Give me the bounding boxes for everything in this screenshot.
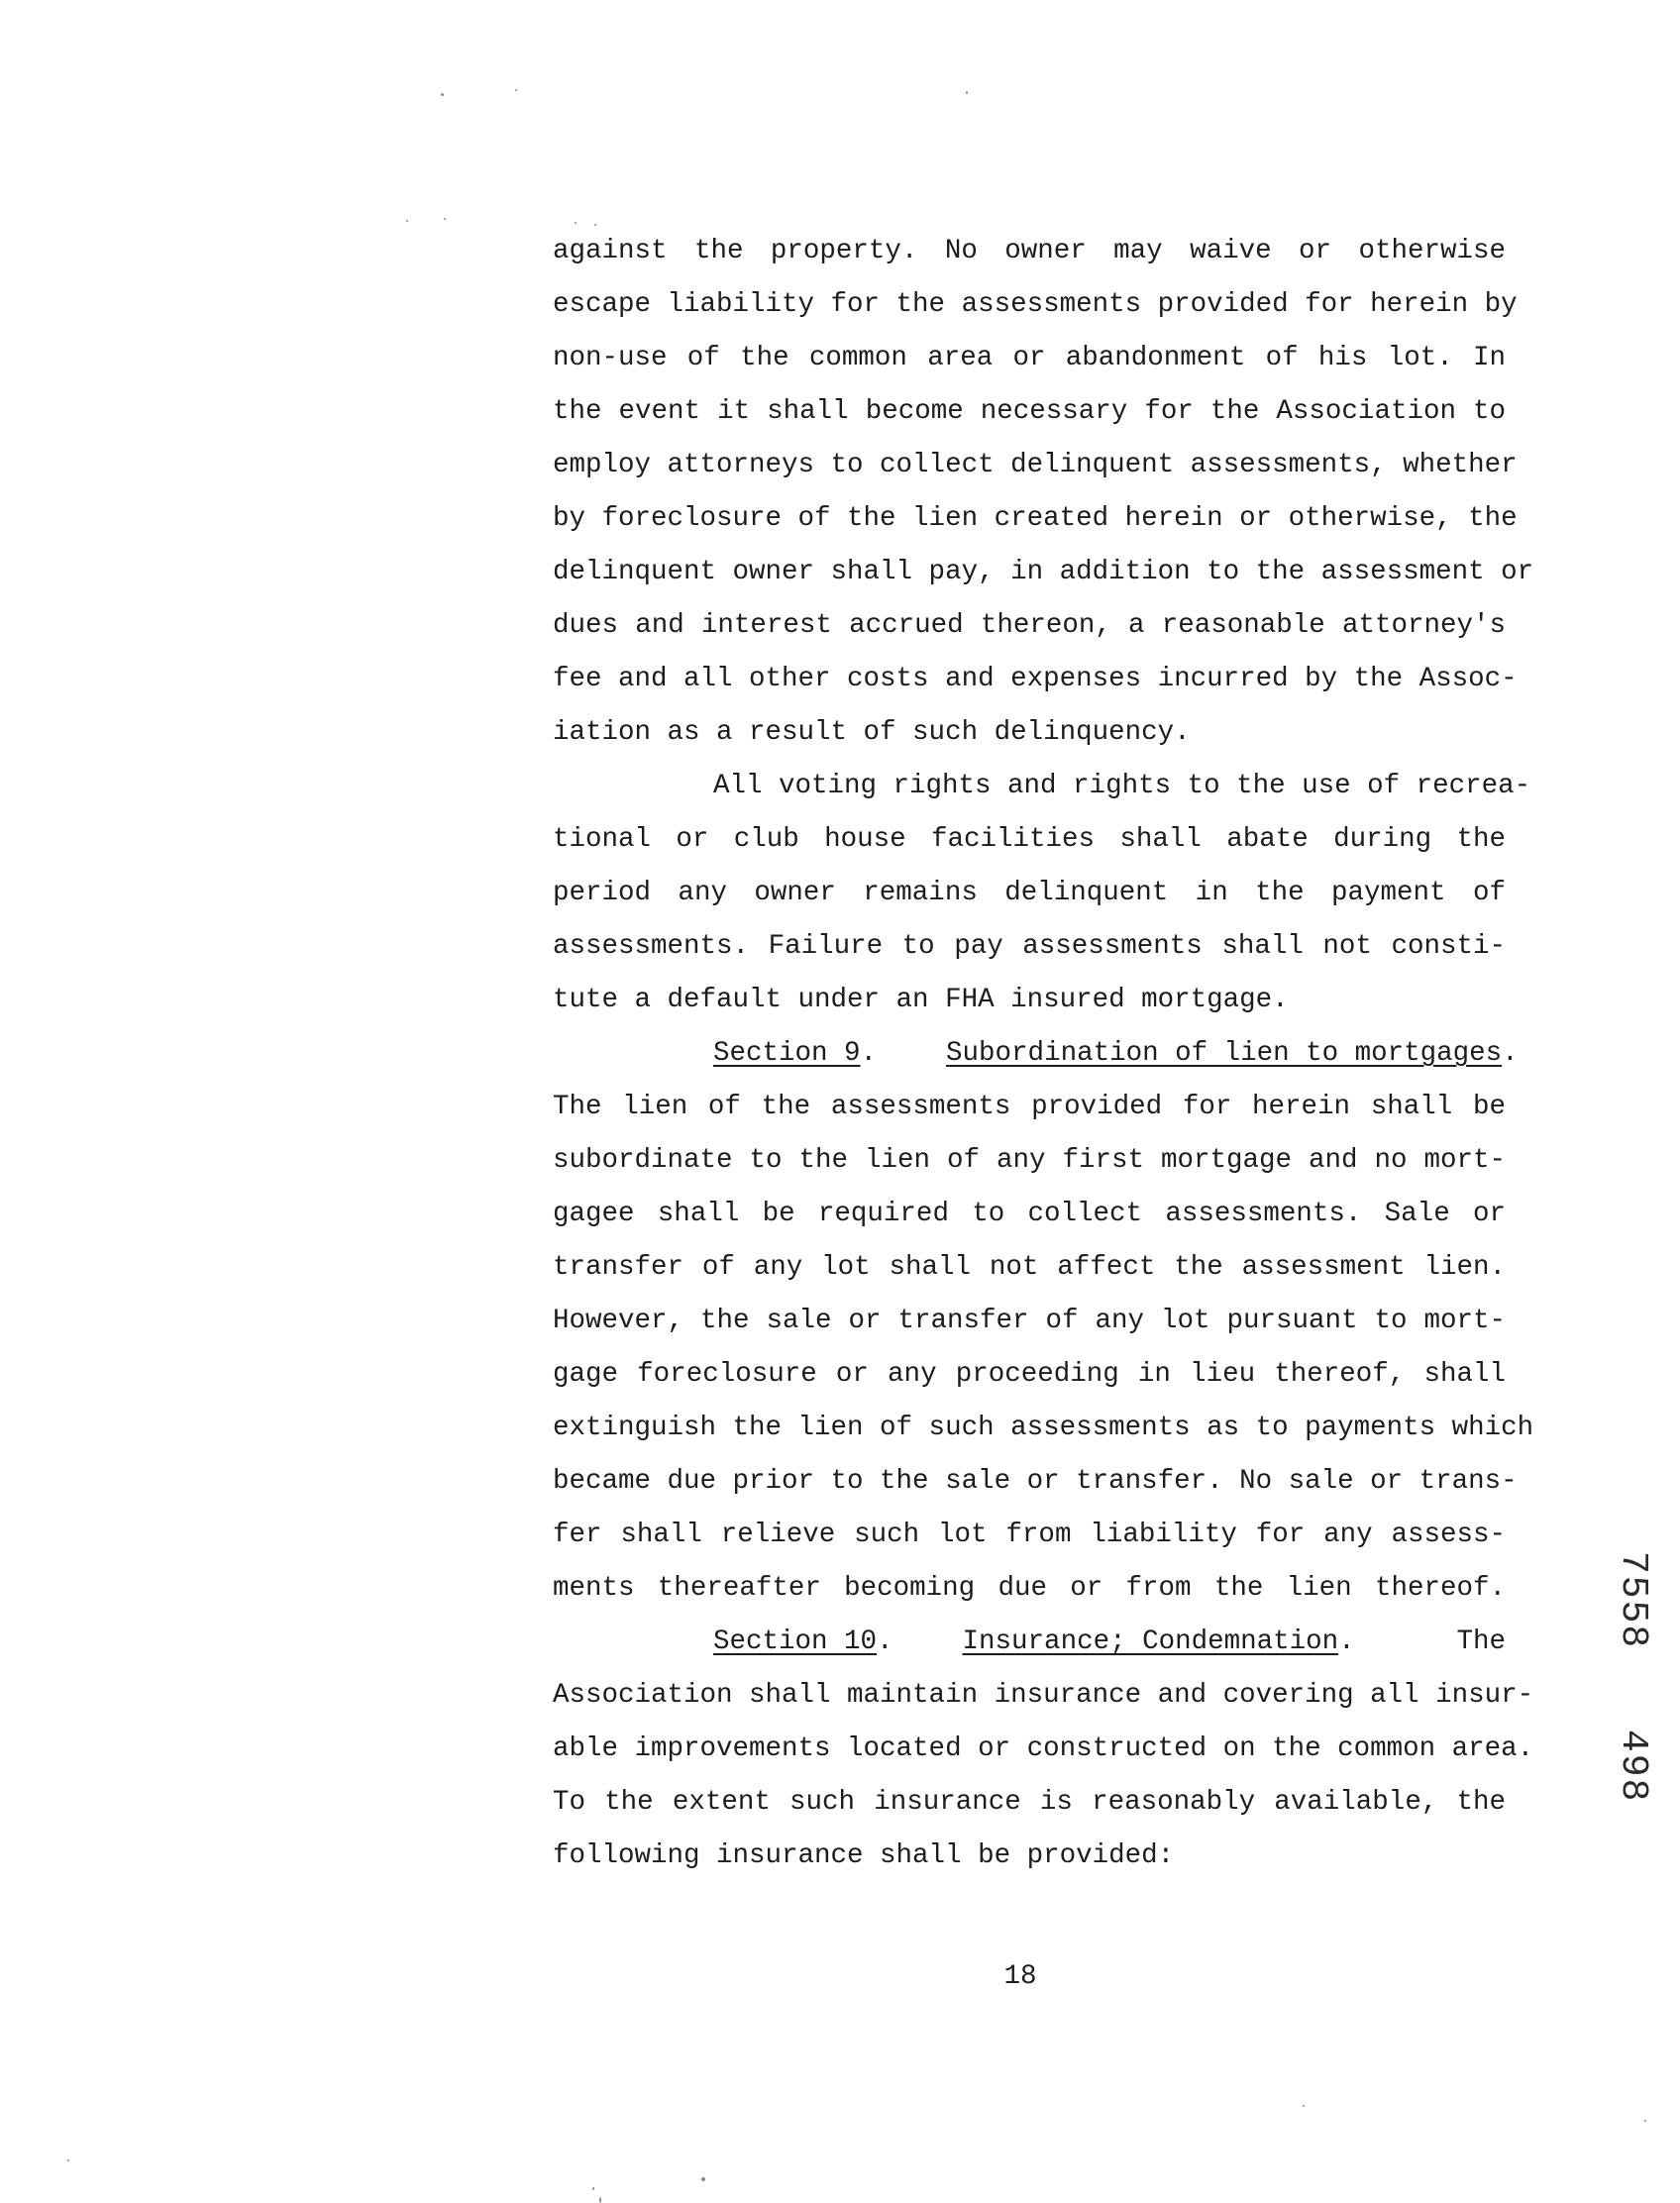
text-line: fee and all other costs and expenses incurred by the Assoc- (553, 664, 1518, 694)
scan-speck (441, 93, 444, 96)
text-line: Association shall maintain insurance and covering all insur- (553, 1680, 1534, 1711)
recording-stamp (1595, 1551, 1654, 1809)
text-line: tute a default under an FHA insured mortgage. (553, 985, 1289, 1015)
scan-speck (701, 2177, 705, 2181)
scan-speck (594, 224, 596, 226)
text-line: employ attorneys to collect delinquent assessments, whether (553, 450, 1518, 480)
text-line: To the extent such insurance is reasonably available, the (553, 1787, 1506, 1818)
text-line: dues and interest accrued thereon, a reasonable attorney's (553, 610, 1506, 641)
section-9-title: Subordination of lien to mortgages (946, 1038, 1503, 1069)
section-10-lead: The (1456, 1626, 1506, 1657)
text-line: period any owner remains delinquent in the payment of (553, 878, 1506, 908)
text-line: assessments. Failure to pay assessments shall not consti- (553, 931, 1506, 962)
section-9-label: Section 9 (713, 1038, 861, 1069)
text-line: subordinate to the lien of any first mortgage and no mort- (553, 1145, 1506, 1176)
scan-speck (575, 222, 577, 224)
text-line: became due prior to the sale or transfer. No sale or trans- (553, 1466, 1518, 1497)
text-line: the event it shall become necessary for the Association to (553, 396, 1506, 427)
text-line: tional or club house facilities shall abate during the (553, 824, 1506, 855)
text-line: non-use of the common area or abandonment of his lot. In (553, 343, 1506, 373)
text-line: escape liability for the assessments provided for herein by (553, 289, 1518, 320)
scan-speck (599, 2197, 601, 2203)
scan-speck (515, 89, 517, 91)
text-line: gage foreclosure or any proceeding in lieu thereof, shall (553, 1359, 1506, 1390)
text-line: delinquent owner shall pay, in addition to the assessment or (553, 557, 1534, 587)
text-line: against the property. No owner may waive or otherwise (553, 236, 1506, 266)
text-line: transfer of any lot shall not affect the assessment lien. (553, 1252, 1506, 1283)
scan-speck (1303, 2105, 1305, 2107)
text-line: ments thereafter becoming due or from the lien thereof. (553, 1573, 1506, 1604)
text-line: following insurance shall be provided: (553, 1840, 1175, 1871)
scan-speck (406, 220, 408, 222)
scan-speck (966, 91, 968, 94)
scan-speck (444, 218, 446, 220)
page-number: 18 (1003, 1961, 1037, 1992)
scan-speck (592, 2187, 594, 2190)
stamp-page-number: 498 (1612, 1730, 1654, 1804)
scan-speck (1644, 2120, 1646, 2122)
stamp-book-number: 7558 (1612, 1551, 1654, 1650)
section-9-heading: Section 9. Subordination of lien to mortgages. (713, 1038, 1519, 1069)
section-10-heading: Section 10. Insurance; Condemnation. The (713, 1626, 1506, 1657)
text-line: by foreclosure of the lien created herein or otherwise, the (553, 503, 1518, 534)
text-line: extinguish the lien of such assessments as to payments which (553, 1413, 1534, 1443)
text-line: fer shall relieve such lot from liability for any assess- (553, 1520, 1506, 1550)
section-10-title: Insurance; Condemnation (962, 1626, 1339, 1657)
text-line: gagee shall be required to collect assessments. Sale or (553, 1199, 1506, 1229)
text-line: iation as a result of such delinquency. (553, 717, 1191, 748)
text-line: However, the sale or transfer of any lot pursuant to mort- (553, 1306, 1506, 1336)
section-10-label: Section 10 (713, 1626, 878, 1657)
scan-speck (67, 2159, 69, 2161)
text-line: The lien of the assessments provided for herein shall be (553, 1092, 1506, 1122)
text-line: able improvements located or constructed on the common area. (553, 1733, 1534, 1764)
text-line: All voting rights and rights to the use of recrea- (713, 771, 1531, 801)
